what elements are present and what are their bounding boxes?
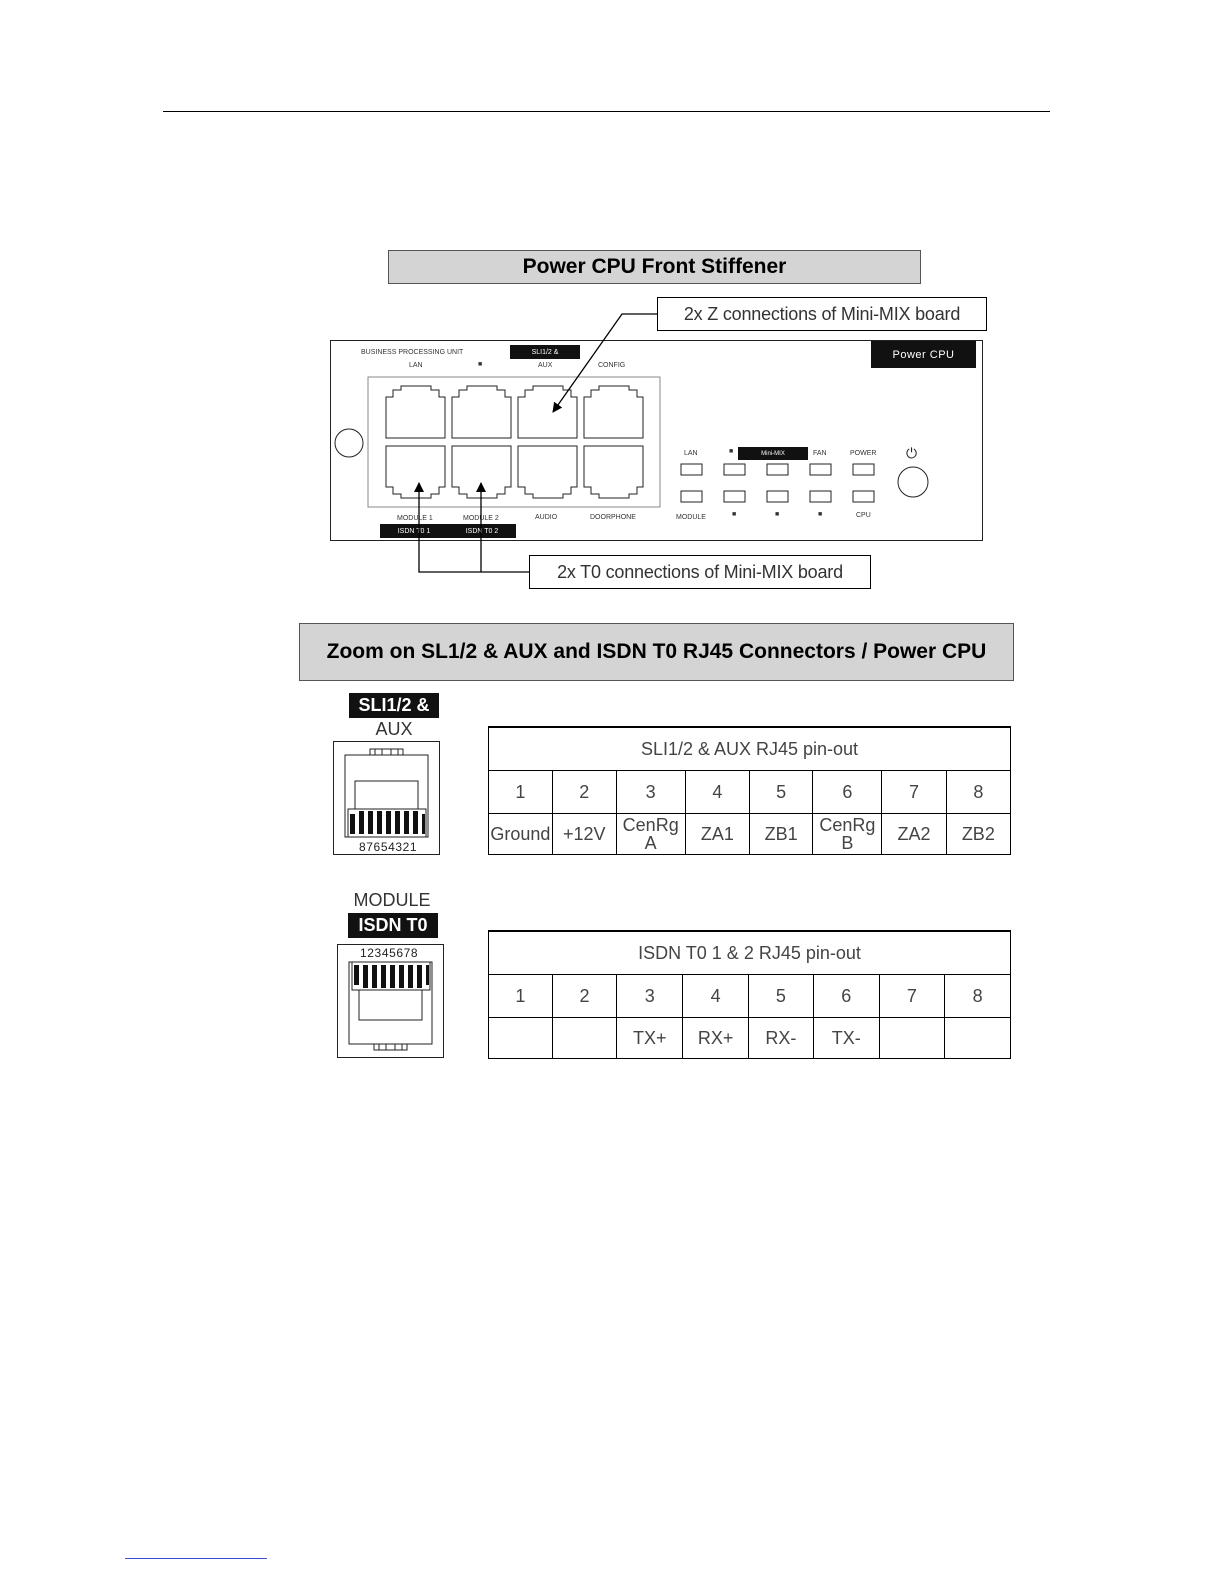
led-label-fan: FAN bbox=[813, 450, 827, 457]
port-label-lan: LAN bbox=[409, 362, 423, 369]
table1-pin: 2 bbox=[552, 771, 616, 814]
power-button-icon bbox=[898, 467, 928, 497]
table2-pin: 3 bbox=[617, 975, 683, 1018]
led-fan-icon bbox=[810, 464, 831, 475]
table2-pin: 4 bbox=[683, 975, 749, 1018]
led-3-icon bbox=[767, 464, 788, 475]
led-2-icon bbox=[724, 464, 745, 475]
connector1-diagram bbox=[333, 741, 441, 856]
table2-header: ISDN T0 1 & 2 RJ45 pin-out bbox=[489, 931, 1011, 975]
mounting-hole-icon bbox=[335, 429, 363, 457]
table1-signal: ZA2 bbox=[882, 814, 946, 855]
power-cpu-tag: Power CPU bbox=[871, 341, 976, 368]
rj45-port-audio-icon bbox=[518, 446, 577, 498]
led-8-icon bbox=[810, 491, 831, 502]
table2-signal: TX- bbox=[813, 1018, 879, 1059]
rj45-port-module1-icon bbox=[386, 446, 445, 498]
mini-mix-tag: Mini-MIX bbox=[738, 447, 808, 460]
table1-header: SLI1/2 & AUX RJ45 pin-out bbox=[489, 727, 1011, 771]
sli-aux-tag: SLI1/2 & bbox=[510, 345, 580, 359]
table1-signal: +12V bbox=[552, 814, 616, 855]
connector2-pin-numbers: 12345678 bbox=[360, 946, 419, 960]
rj45-port-lan-icon bbox=[386, 386, 445, 438]
port-label-aux: AUX bbox=[538, 362, 553, 369]
footnote-rule bbox=[125, 1558, 267, 1559]
table1-signal: ZB1 bbox=[749, 814, 812, 855]
table1-pin: 6 bbox=[813, 771, 882, 814]
connector1-label: AUX bbox=[375, 719, 413, 739]
port-label-doorphone: DOORPHONE bbox=[590, 514, 636, 521]
led-label-lan: LAN bbox=[684, 450, 698, 457]
port-label-config: CONFIG bbox=[598, 362, 626, 369]
led-label-square-1: ■ bbox=[732, 511, 737, 518]
table1-pin: 7 bbox=[882, 771, 946, 814]
table2-pin: 8 bbox=[945, 975, 1011, 1018]
isdn-t0-pinout-table bbox=[488, 930, 1011, 1059]
table2-pin: 6 bbox=[813, 975, 879, 1018]
table2-pin: 7 bbox=[879, 975, 945, 1018]
table-row bbox=[489, 771, 1011, 814]
zoom-title: Zoom on SL1/2 & AUX and ISDN T0 RJ45 Connectors / Power CPU bbox=[299, 623, 1014, 681]
table1-signal: CenRg A bbox=[616, 814, 685, 855]
table1-signal: ZA1 bbox=[685, 814, 749, 855]
led-module-icon bbox=[681, 491, 702, 502]
table2-signal bbox=[879, 1018, 945, 1059]
z-connections-callout: 2x Z connections of Mini-MIX board bbox=[657, 297, 987, 331]
rj45-port-2-icon bbox=[452, 386, 511, 438]
isdn-t0-1-tag: ISDN T0 1 bbox=[380, 524, 448, 538]
led-label-cpu: CPU bbox=[856, 512, 871, 519]
rj45-port-aux-icon bbox=[518, 386, 577, 438]
led-power-icon bbox=[853, 464, 874, 475]
connector2-tag: ISDN T0 bbox=[348, 913, 438, 938]
t0-connections-callout: 2x T0 connections of Mini-MIX board bbox=[529, 555, 871, 589]
table1-pin: 4 bbox=[685, 771, 749, 814]
table-row bbox=[489, 975, 1011, 1018]
table2-signal: TX+ bbox=[617, 1018, 683, 1059]
front-stiffener-title: Power CPU Front Stiffener bbox=[388, 250, 921, 284]
table1-pin: 3 bbox=[616, 771, 685, 814]
table1-signal: CenRg B bbox=[813, 814, 882, 855]
table1-pin: 1 bbox=[489, 771, 553, 814]
table2-signal: RX- bbox=[749, 1018, 814, 1059]
led-label-square-2: ■ bbox=[775, 511, 780, 518]
rj45-port-config-icon bbox=[584, 386, 643, 438]
port-label-square: ■ bbox=[478, 361, 483, 368]
table2-pin: 2 bbox=[552, 975, 617, 1018]
connector1-pin-numbers: 87654321 bbox=[359, 840, 418, 854]
table1-pin: 8 bbox=[946, 771, 1010, 814]
connector2-label: MODULE bbox=[353, 890, 431, 910]
table1-signal: ZB2 bbox=[946, 814, 1010, 855]
isdn-t0-2-tag: ISDN T0 2 bbox=[448, 524, 516, 538]
led-lan-icon bbox=[681, 464, 702, 475]
port-label-module2: MODULE 2 bbox=[463, 515, 499, 522]
table2-signal bbox=[945, 1018, 1011, 1059]
connector2-diagram bbox=[337, 944, 445, 1059]
led-label-module: MODULE bbox=[676, 514, 706, 521]
table2-signal bbox=[552, 1018, 617, 1059]
rj45-port-doorphone-icon bbox=[584, 446, 643, 498]
table2-pin: 1 bbox=[489, 975, 553, 1018]
sli-aux-pinout-table bbox=[488, 726, 1011, 855]
brand-label: BUSINESS PROCESSING UNIT bbox=[361, 349, 464, 356]
led-7-icon bbox=[767, 491, 788, 502]
power-symbol-icon: ⏻ bbox=[906, 445, 918, 461]
table2-signal: RX+ bbox=[683, 1018, 749, 1059]
table1-pin: 5 bbox=[749, 771, 812, 814]
table1-signal: Ground bbox=[489, 814, 553, 855]
led-label-square: ■ bbox=[729, 448, 734, 455]
port-label-module1: MODULE 1 bbox=[397, 515, 433, 522]
table-row bbox=[489, 1018, 1011, 1059]
table2-pin: 5 bbox=[749, 975, 814, 1018]
table-row bbox=[489, 814, 1011, 855]
connector1-tag: SLI1/2 & bbox=[349, 693, 439, 718]
led-label-power: POWER bbox=[850, 450, 877, 457]
led-label-square-3: ■ bbox=[818, 511, 823, 518]
led-cpu-icon bbox=[853, 491, 874, 502]
table2-signal bbox=[489, 1018, 553, 1059]
led-6-icon bbox=[724, 491, 745, 502]
port-label-audio: AUDIO bbox=[535, 514, 558, 521]
